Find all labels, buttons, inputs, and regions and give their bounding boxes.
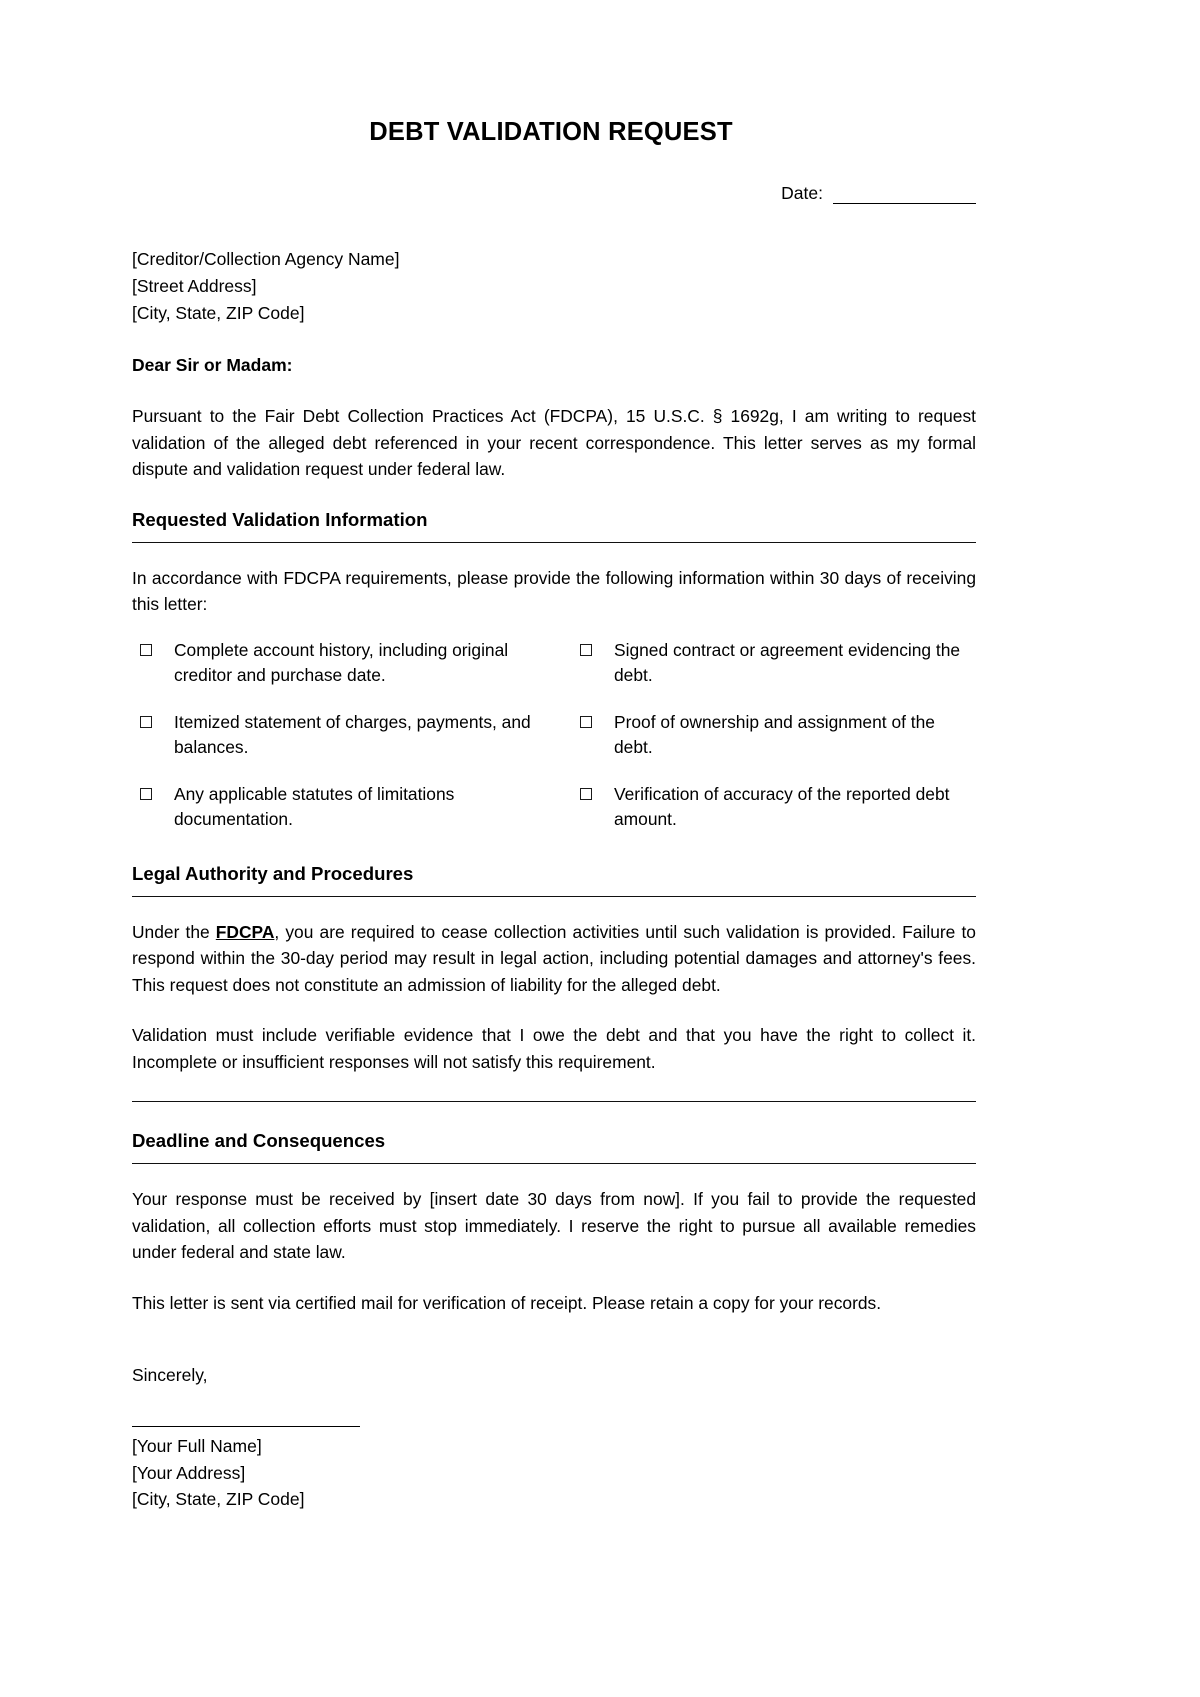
recipient-address-line: [Creditor/Collection Agency Name] — [132, 249, 400, 269]
sender-address-line: [Your Address] — [132, 1462, 246, 1483]
checklist-item-label: Signed contract or agreement evidencing the debt. — [614, 639, 961, 685]
checklist-item[interactable] — [132, 638, 532, 689]
checklist-item[interactable] — [132, 710, 532, 761]
deadline-paragraph-1: Your response must be received by [insert date 30 days from now]. If you fail to provide the requested validation, all collection efforts must stop immediately. I reserve the right to pursue all available remedies under federal and state law. — [132, 1189, 976, 1262]
checklist-item[interactable] — [572, 710, 976, 761]
checklist-item-label: Any applicable statutes of limitations documentation. — [174, 783, 455, 829]
validation-checklist — [132, 638, 976, 833]
legal-paragraph-prefix: Under the — [132, 921, 216, 942]
checkbox-icon[interactable] — [140, 788, 152, 800]
checklist-item[interactable] — [572, 782, 976, 833]
checklist-item-label: Complete account history, including original creditor and purchase date. — [174, 639, 509, 685]
signature-line[interactable] — [132, 1426, 360, 1427]
section-heading-requested-validation: Requested Validation Information — [132, 508, 428, 530]
checklist-item[interactable] — [572, 638, 976, 689]
recipient-address-line: [City, State, ZIP Code] — [132, 303, 305, 323]
closing-salutation: Sincerely, — [132, 1365, 208, 1385]
section-divider — [132, 542, 976, 543]
checkbox-icon[interactable] — [580, 644, 592, 656]
legal-authority-paragraph-2: Validation must include verifiable evidence that I owe the debt and that you have the right to collect it. Incomplete or insufficient responses will not satisfy this requirement. — [132, 1025, 976, 1072]
section-heading-deadline: Deadline and Consequences — [132, 1130, 386, 1151]
legal-authority-paragraph-1 — [132, 919, 976, 999]
sender-address-block — [132, 1433, 976, 1513]
legal-paragraph-suffix: , you are required to cease collection activities until such validation is provided. Failure to respond within the 30-day period may result in legal action, including potential damages and attorney's fees. This request does not constitute an admission of liability for the alleged debt. — [132, 921, 976, 995]
sender-address-line: [Your Full Name] — [132, 1436, 262, 1456]
fdcpa-emphasis: FDCPA — [215, 921, 275, 942]
salutation: Dear Sir or Madam: — [132, 355, 293, 375]
date-input-blank[interactable] — [833, 183, 976, 204]
checklist-column-left — [132, 638, 554, 833]
checklist-item-label: Itemized statement of charges, payments, and balances. — [174, 711, 531, 757]
checklist-item[interactable] — [132, 782, 532, 833]
checklist-column-right — [554, 638, 976, 833]
checkbox-icon[interactable] — [580, 788, 592, 800]
section-divider-standalone — [132, 1101, 976, 1102]
checkbox-icon[interactable] — [140, 644, 152, 656]
checkbox-icon[interactable] — [140, 716, 152, 728]
recipient-address-block — [132, 246, 976, 327]
section-heading-legal-authority: Legal Authority and Procedures — [132, 862, 414, 884]
recipient-address-line: [Street Address] — [132, 276, 257, 296]
requested-validation-intro: In accordance with FDCPA requirements, please provide the following information within 30 days of receiving this letter: — [132, 567, 976, 614]
section-divider — [132, 1163, 976, 1164]
checklist-item-label: Proof of ownership and assignment of the debt. — [614, 711, 935, 757]
section-divider — [132, 896, 976, 897]
deadline-paragraph-2: This letter is sent via certified mail for verification of receipt. Please retain a copy for your records. — [132, 1292, 882, 1313]
checklist-item-label: Verification of accuracy of the reported debt amount. — [614, 783, 950, 829]
date-field-row — [132, 183, 976, 204]
date-label: Date: — [781, 182, 823, 203]
intro-paragraph: Pursuant to the Fair Debt Collection Practices Act (FDCPA), 15 U.S.C. § 1692g, I am writing to request validation of the alleged debt referenced in your recent correspondence. This letter serves as my formal dispute and validation request under federal law. — [132, 406, 976, 479]
checkbox-icon[interactable] — [580, 716, 592, 728]
sender-address-line: [City, State, ZIP Code] — [132, 1489, 305, 1509]
page-title: DEBT VALIDATION REQUEST — [369, 118, 733, 146]
